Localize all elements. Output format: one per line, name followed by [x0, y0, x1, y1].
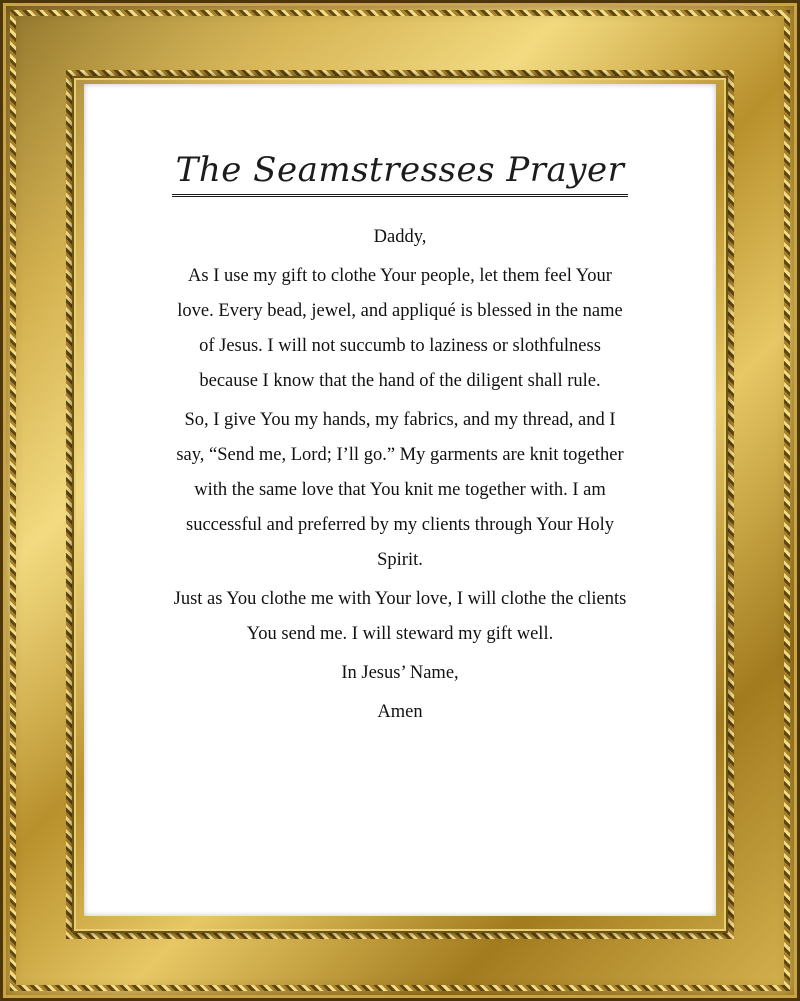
text-line: successful and preferred by my clients through Your Holy — [186, 515, 614, 535]
prayer-document — [84, 84, 716, 916]
amen-line: Amen — [377, 702, 423, 722]
paragraph-1 — [84, 259, 716, 399]
text-line: love. Every bead, jewel, and appliqué is blessed in the name — [177, 301, 623, 321]
greeting-line: Daddy, — [373, 227, 427, 247]
text-line: with the same love that You knit me together with. I am — [194, 480, 606, 500]
text-line: So, I give You my hands, my fabrics, and my thread, and I — [184, 410, 616, 430]
closing-line: In Jesus’ Name, — [341, 663, 459, 683]
text-line: You send me. I will steward my gift well. — [246, 624, 554, 644]
paragraph-2 — [84, 403, 716, 578]
prayer-body — [84, 220, 716, 730]
text-line: Just as You clothe me with Your love, I will clothe the clients — [173, 589, 627, 609]
text-line: As I use my gift to clothe Your people, let them feel Your — [188, 266, 612, 286]
text-line: of Jesus. I will not succumb to laziness or slothfulness — [199, 336, 601, 356]
document-title: The Seamstresses Prayer — [172, 148, 629, 197]
title-area — [84, 148, 716, 197]
text-line: say, “Send me, Lord; I’ll go.” My garments are knit together — [176, 445, 624, 465]
paragraph-3 — [84, 582, 716, 652]
text-line: Spirit. — [377, 550, 423, 570]
text-line: because I know that the hand of the diligent shall rule. — [199, 371, 601, 391]
